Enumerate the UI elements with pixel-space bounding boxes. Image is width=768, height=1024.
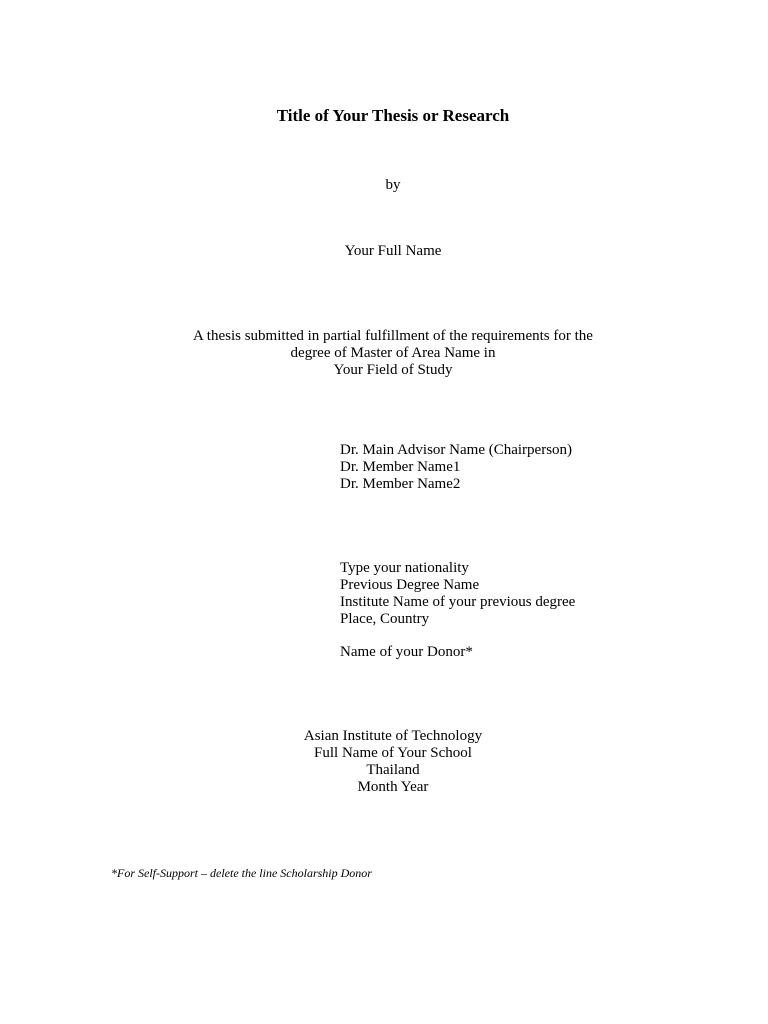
donor-value: Name of your Donor* <box>340 644 473 660</box>
author-name: Your Full Name <box>344 243 442 259</box>
committee-member: Dr. Member Name2 <box>340 476 461 492</box>
previous-degree-value: Institute Name of your previous degree <box>340 594 576 610</box>
institution-line: Thailand <box>366 762 420 778</box>
institution-block <box>0 728 768 796</box>
institution-line: Asian Institute of Technology <box>303 728 483 744</box>
statement-line: Your Field of Study <box>333 362 453 378</box>
committee-member: Dr. Member Name1 <box>340 459 461 475</box>
statement-line: A thesis submitted in partial fulfillment of the requirements for the <box>193 328 593 344</box>
footnote: *For Self-Support – delete the line Scholarship Donor <box>111 866 372 880</box>
institution-line: Full Name of Your School <box>314 745 472 761</box>
degree-statement <box>0 328 768 379</box>
previous-degree-value: Place, Country <box>340 611 430 627</box>
nationality-value: Type your nationality <box>340 560 469 576</box>
committee-member: Dr. Main Advisor Name (Chairperson) <box>340 442 573 458</box>
by-line: by <box>385 177 401 193</box>
personal-values <box>340 560 575 628</box>
institution-line: Month Year <box>357 779 429 795</box>
thesis-title: Title of Your Thesis or Research <box>276 106 510 125</box>
previous-degree-value: Previous Degree Name <box>340 577 480 593</box>
statement-line: degree of Master of Area Name in <box>290 345 496 361</box>
donor-value-wrap <box>340 644 473 661</box>
committee-members <box>340 442 572 493</box>
